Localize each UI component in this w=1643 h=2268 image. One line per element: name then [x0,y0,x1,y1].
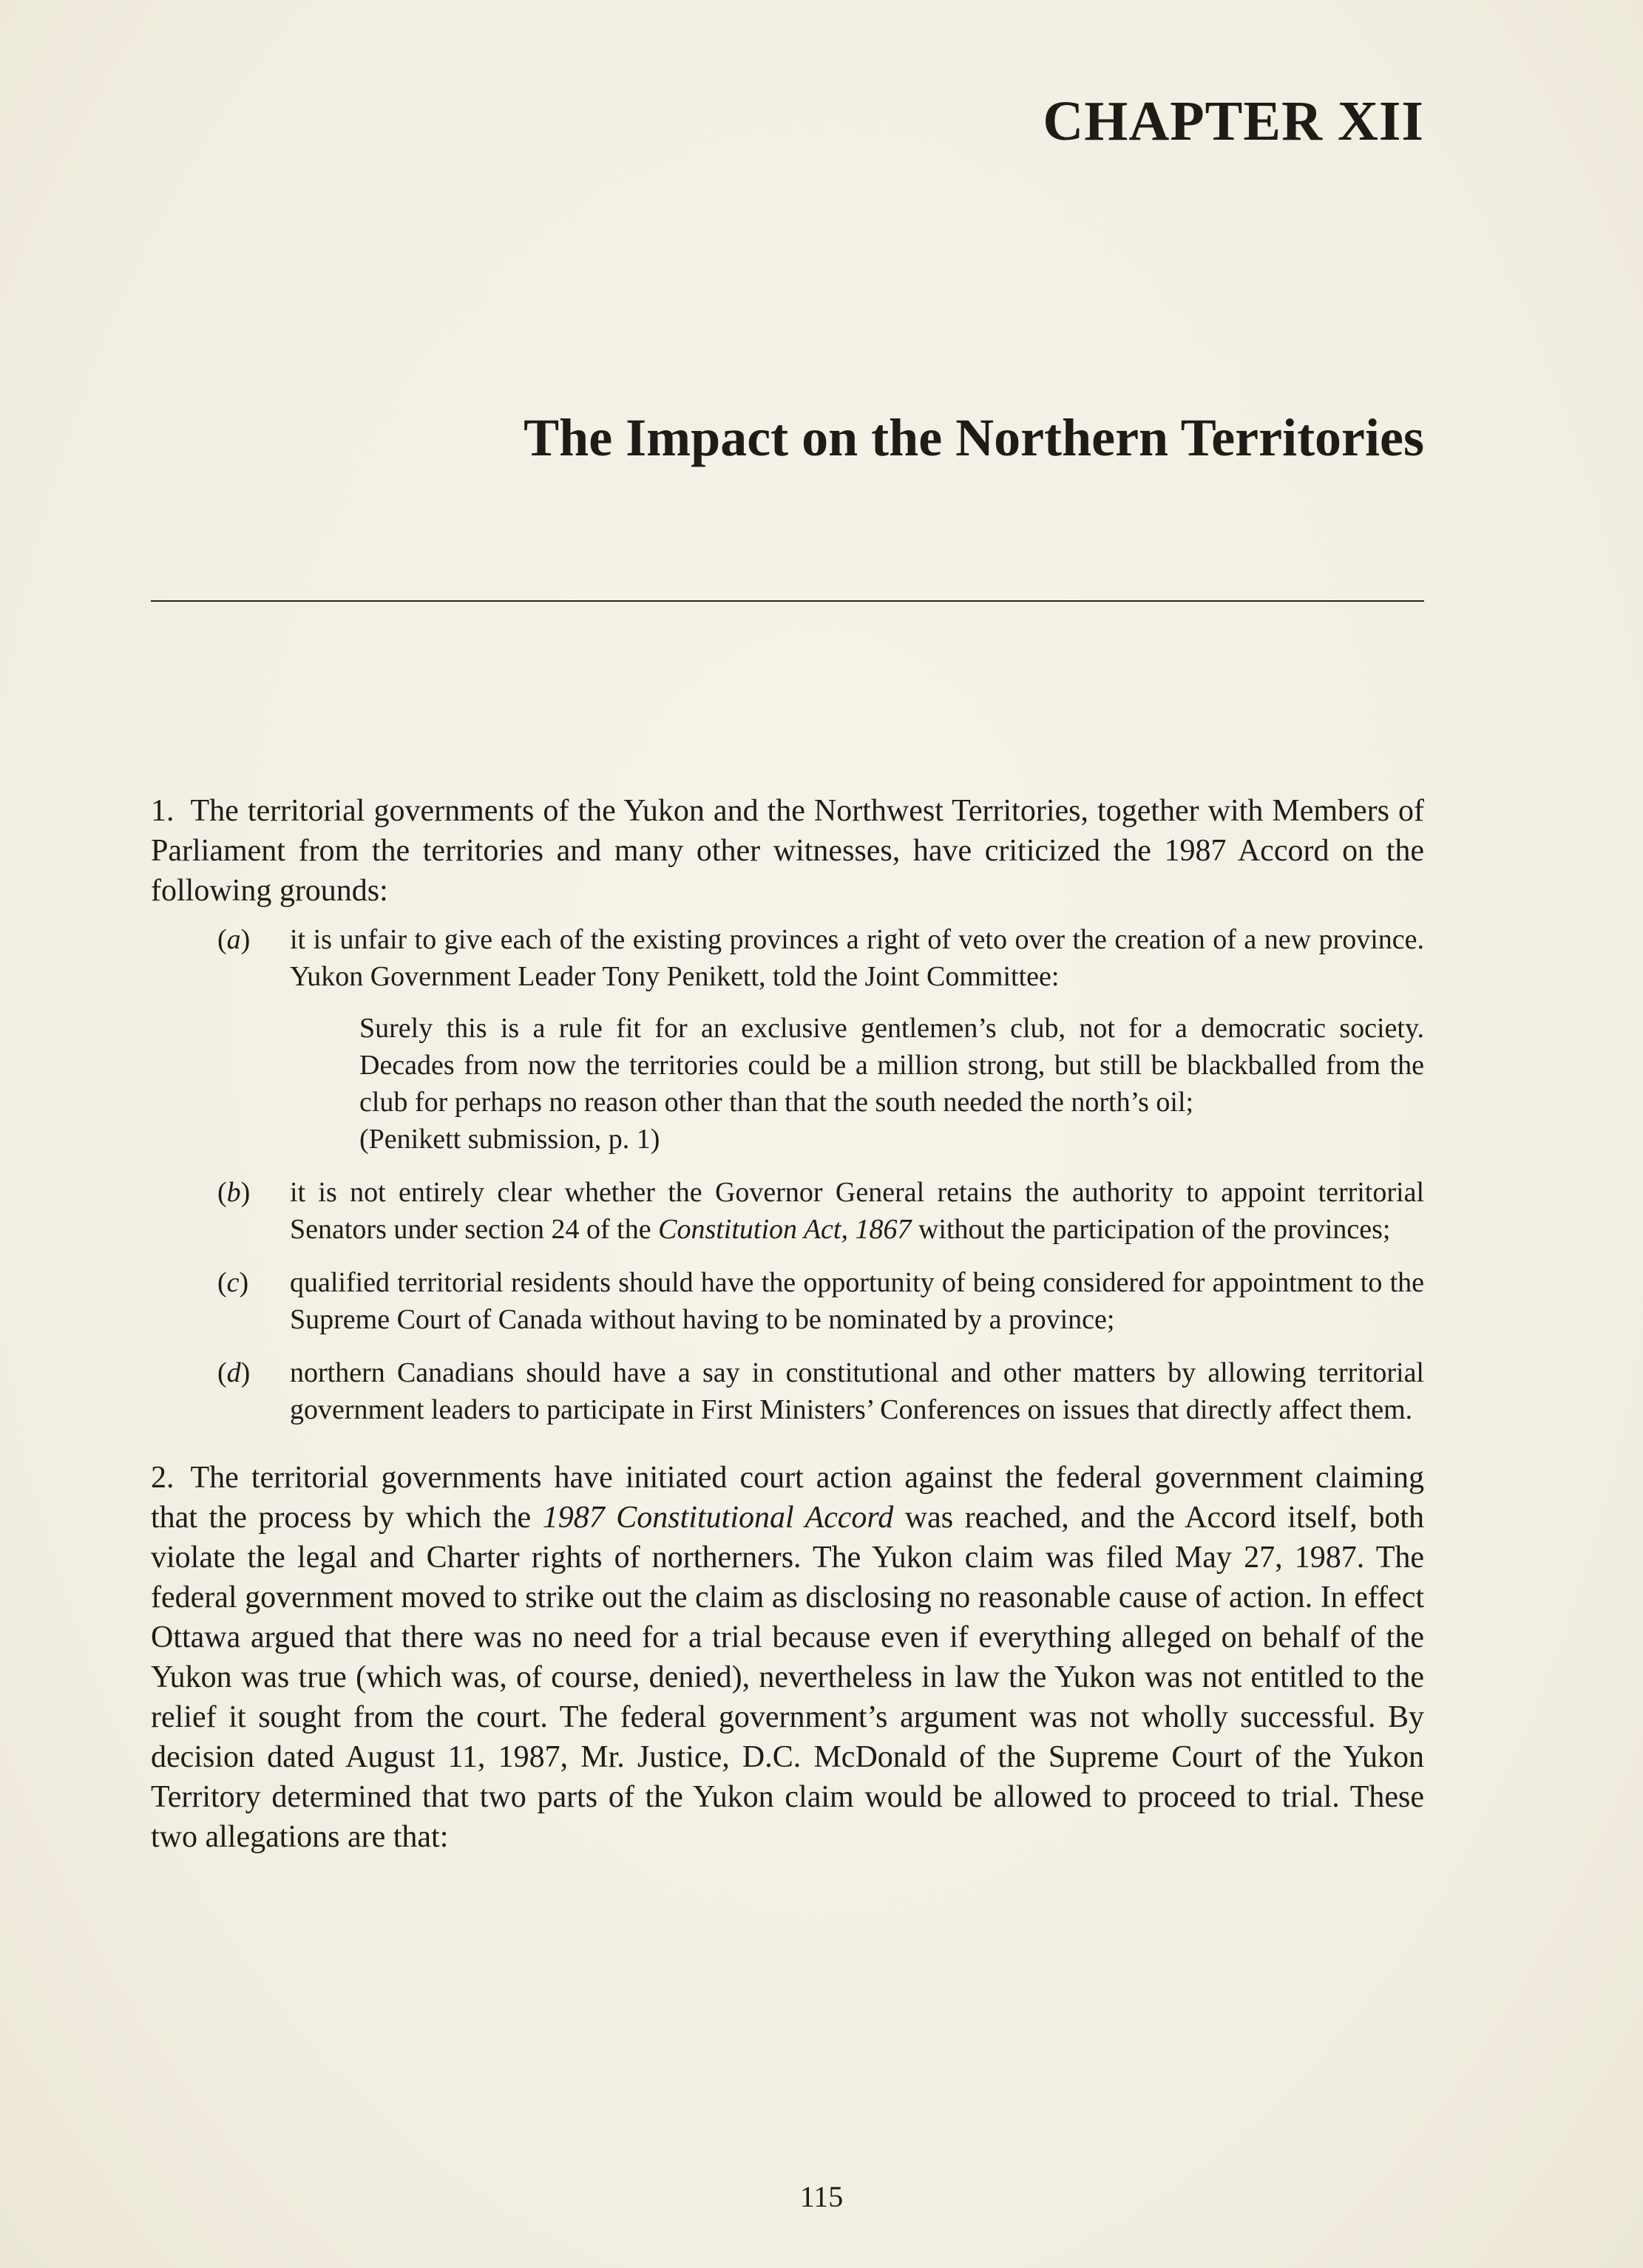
quote-citation: (Penikett submission, p. 1) [359,1124,660,1155]
list-item-text: qualified territorial residents should have the opportunity of being considered for appointment to the Supreme Court of Canada without having to be nominated by a province; [290,1267,1424,1335]
list-item-text: it is not entirely clear whether the Governor General retains the authority to appoint territorial Senators under section 24 of the [290,1177,1424,1245]
list-label: (a) [217,924,251,955]
chapter-title: The Impact on the Northern Territories [524,408,1424,467]
list-item-b [217,1174,1424,1248]
page-number: 115 [799,2180,844,2213]
grounds-list [151,921,1424,1428]
paragraph-text: The territorial governments of the Yukon and the Northwest Territories, together with Members of Parliament from the territories and many other witnesses, have criticized the 1987 Accord on the following grounds: [151,794,1424,908]
list-label: (c) [217,1267,249,1298]
paragraph-number: 1. [151,794,175,828]
paragraph-1 [151,791,1424,911]
list-label: (d) [217,1357,251,1388]
chapter-heading: CHAPTER XII [1043,90,1424,152]
list-item-a [217,921,1424,1158]
paragraph-text: was reached, and the Accord itself, both violate the legal and Charter rights of northerners. The Yukon claim was filed May 27, 1987. The federal government moved to strike out the claim as disclosing no reasonable cause of action. In effect Ottawa argued that there was no need for a trial because even if everything alleged on behalf of the Yukon was true (which was, of course, denied), nevertheless in law the Yukon was not entitled to the relief it sought from the court. The federal government’s argument was not wholly successful. By decision dated August 11, 1987, Mr. Justice, D.C. McDonald of the Supreme Court of the Yukon Territory determined that two parts of the Yukon claim would be allowed to proceed to trial. These two allegations are that: [151,1501,1425,1854]
accord-title: 1987 Constitutional Accord [542,1501,894,1535]
list-item-text: it is unfair to give each of the existing provinces a right of veto over the creation of a new province. Yukon Government Leader Tony Penikett, told the Joint Committee: [290,924,1424,992]
list-item-d [217,1354,1424,1428]
quote-text: Surely this is a rule fit for an exclusive gentlemen’s club, not for a democratic society. Decades from now the territories could be a million strong, but still be blackballed from the club for perhaps no reason other than that the south needed the north’s oil; [359,1013,1424,1118]
list-item-text: northern Canadians should have a say in constitutional and other matters by allowing territorial government leaders to participate in First Ministers’ Conferences on issues that directly affect them. [290,1357,1424,1425]
body-text [151,791,1424,1857]
act-title: Constitution Act, 1867 [658,1214,912,1245]
list-item-text: without the participation of the provinces; [918,1214,1391,1245]
paragraph-2 [151,1458,1424,1857]
list-label: (b) [217,1177,251,1208]
title-divider [151,600,1424,602]
paragraph-number: 2. [151,1461,175,1495]
block-quote [359,1010,1424,1158]
paragraph-text: The territorial governments have initiated court action against the federal government claiming that the process by which the [151,1461,1424,1535]
list-item-c [217,1264,1424,1338]
